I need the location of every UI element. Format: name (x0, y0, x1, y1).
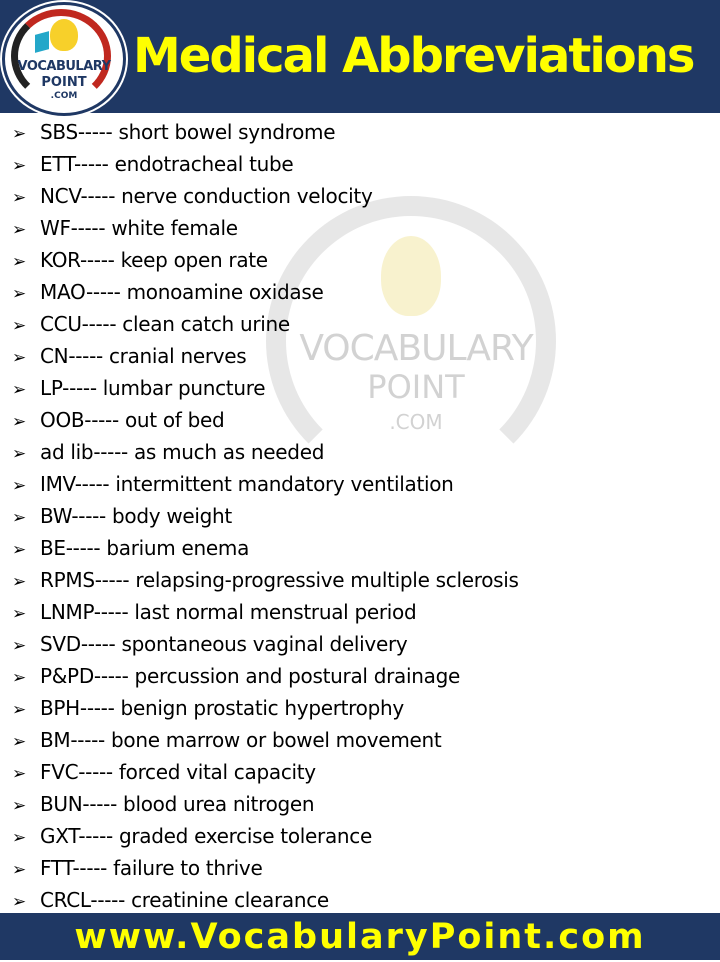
header-banner (0, 0, 720, 113)
arrow-bullet-icon: ➢ (12, 636, 26, 656)
list-item (12, 244, 712, 276)
watermark-text-line1: VOCABULARY (299, 328, 533, 369)
arrow-bullet-icon: ➢ (12, 796, 26, 816)
list-item-text: WF----- white female (40, 216, 238, 240)
list-item-text: NCV----- nerve conduction velocity (40, 184, 373, 208)
arrow-bullet-icon: ➢ (12, 444, 26, 464)
footer-banner (0, 913, 720, 960)
book-icon (35, 31, 49, 53)
list-item-text: BE----- barium enema (40, 536, 250, 560)
list-item (12, 436, 712, 468)
arrow-bullet-icon: ➢ (12, 124, 26, 144)
arrow-bullet-icon: ➢ (12, 508, 26, 528)
abbreviation-list (12, 116, 712, 916)
chick-mascot-icon (50, 19, 78, 51)
arrow-bullet-icon: ➢ (12, 764, 26, 784)
list-item-text: LNMP----- last normal menstrual period (40, 600, 417, 624)
arrow-bullet-icon: ➢ (12, 220, 26, 240)
arrow-bullet-icon: ➢ (12, 188, 26, 208)
list-item-text: RPMS----- relapsing-progressive multiple sclerosis (40, 568, 519, 592)
arrow-bullet-icon: ➢ (12, 892, 26, 912)
list-item (12, 564, 712, 596)
arrow-bullet-icon: ➢ (12, 476, 26, 496)
list-item (12, 404, 712, 436)
list-item-text: BW----- body weight (40, 504, 232, 528)
list-item-text: SVD----- spontaneous vaginal delivery (40, 632, 408, 656)
list-item (12, 788, 712, 820)
arrow-bullet-icon: ➢ (12, 380, 26, 400)
watermark-text-line3: .COM (389, 410, 443, 434)
list-item (12, 276, 712, 308)
list-item-text: BM----- bone marrow or bowel movement (40, 728, 442, 752)
arrow-bullet-icon: ➢ (12, 732, 26, 752)
list-item-text: ad lib----- as much as needed (40, 440, 325, 464)
list-item (12, 852, 712, 884)
list-item (12, 500, 712, 532)
arrow-bullet-icon: ➢ (12, 604, 26, 624)
list-item (12, 756, 712, 788)
list-item-text: FVC----- forced vital capacity (40, 760, 316, 784)
list-item-text: P&PD----- percussion and postural drainage (40, 664, 460, 688)
list-item (12, 660, 712, 692)
list-item (12, 340, 712, 372)
list-item (12, 180, 712, 212)
list-item-text: KOR----- keep open rate (40, 248, 268, 272)
list-item-text: IMV----- intermittent mandatory ventilation (40, 472, 454, 496)
list-item (12, 212, 712, 244)
list-item (12, 628, 712, 660)
list-item (12, 532, 712, 564)
list-item (12, 148, 712, 180)
list-item (12, 884, 712, 916)
list-item-text: MAO----- monoamine oxidase (40, 280, 324, 304)
arrow-bullet-icon: ➢ (12, 412, 26, 432)
list-item-text: BPH----- benign prostatic hypertrophy (40, 696, 404, 720)
list-item-text: SBS----- short bowel syndrome (40, 120, 336, 144)
list-item (12, 372, 712, 404)
list-item (12, 692, 712, 724)
list-item (12, 116, 712, 148)
list-item-text: BUN----- blood urea nitrogen (40, 792, 315, 816)
list-item-text: CRCL----- creatinine clearance (40, 888, 329, 912)
list-item-text: OOB----- out of bed (40, 408, 225, 432)
logo-text-line2: POINT (41, 75, 87, 90)
logo-text-line1: VOCABULARY (17, 59, 111, 74)
list-item-text: FTT----- failure to thrive (40, 856, 263, 880)
list-item-text: GXT----- graded exercise tolerance (40, 824, 372, 848)
footer-url-link[interactable]: www.VocabularyPoint.com (74, 917, 646, 957)
list-item (12, 724, 712, 756)
arrow-bullet-icon: ➢ (12, 284, 26, 304)
arrow-bullet-icon: ➢ (12, 668, 26, 688)
arrow-bullet-icon: ➢ (12, 252, 26, 272)
list-item-text: CN----- cranial nerves (40, 344, 247, 368)
watermark-text-line2: POINT (367, 368, 465, 406)
list-item (12, 596, 712, 628)
list-item (12, 308, 712, 340)
site-logo[interactable] (2, 2, 126, 116)
logo-text-line3: .COM (50, 91, 78, 101)
arrow-bullet-icon: ➢ (12, 316, 26, 336)
list-item (12, 468, 712, 500)
list-item (12, 820, 712, 852)
arrow-bullet-icon: ➢ (12, 348, 26, 368)
arrow-bullet-icon: ➢ (12, 860, 26, 880)
arrow-bullet-icon: ➢ (12, 572, 26, 592)
arrow-bullet-icon: ➢ (12, 540, 26, 560)
arrow-bullet-icon: ➢ (12, 828, 26, 848)
list-item-text: LP----- lumbar puncture (40, 376, 266, 400)
list-item-text: CCU----- clean catch urine (40, 312, 290, 336)
arrow-bullet-icon: ➢ (12, 156, 26, 176)
arrow-bullet-icon: ➢ (12, 700, 26, 720)
list-item-text: ETT----- endotracheal tube (40, 152, 294, 176)
page-title: Medical Abbreviations (133, 28, 694, 84)
